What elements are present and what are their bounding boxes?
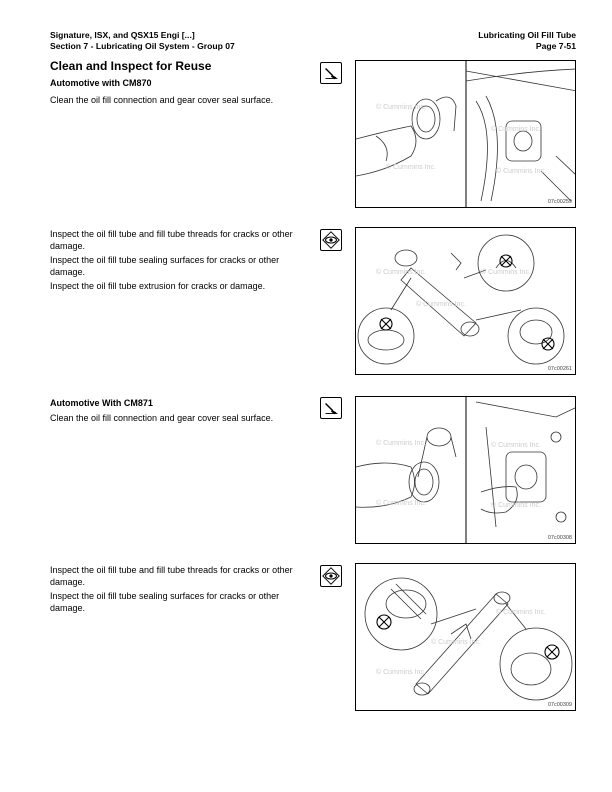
document-title: Signature, ISX, and QSX15 Engi [...]: [50, 30, 195, 40]
watermark: © Cummins Inc.: [491, 442, 541, 449]
topic-title: Lubricating Oil Fill Tube: [478, 30, 576, 40]
paragraph: Inspect the oil fill tube sealing surfaces for cracks or other damage.: [50, 255, 280, 277]
paragraph: Inspect the oil fill tube and fill tube threads for cracks or other damage.: [50, 565, 293, 587]
page-number: Page 7-51: [535, 41, 576, 51]
paragraph: Clean the oil fill connection and gear cover seal surface.: [50, 413, 274, 423]
watermark: © Cummins Inc.: [376, 440, 426, 447]
step-text-1: [50, 95, 312, 110]
paragraph: Inspect the oil fill tube sealing surfaces for cracks or other damage.: [50, 591, 280, 613]
section-title: Section 7 - Lubricating Oil System - Group 07: [50, 41, 235, 51]
illustration-clean-cm870: [355, 60, 576, 208]
paragraph: Clean the oil fill connection and gear cover seal surface.: [50, 95, 274, 105]
figure-id: 07c00259: [547, 199, 572, 205]
cleaning-brush-icon: [320, 62, 342, 84]
illustration-inspect-tube-cm871: [355, 563, 576, 711]
watermark: © Cummins Inc.: [386, 164, 436, 171]
illustration-clean-cm871: [355, 396, 576, 544]
watermark: © Cummins Inc.: [376, 500, 426, 507]
inspect-eye-icon: [320, 229, 342, 251]
inspect-eye-icon: [320, 565, 342, 587]
step-text-2: [50, 229, 312, 296]
watermark: © Cummins Inc.: [491, 126, 541, 133]
watermark: © Cummins Inc.: [496, 168, 546, 175]
paragraph: Inspect the oil fill tube extrusion for cracks or damage.: [50, 281, 266, 291]
watermark: © Cummins Inc.: [376, 104, 426, 111]
watermark: © Cummins Inc.: [491, 502, 541, 509]
cleaning-brush-icon: [320, 397, 342, 419]
step-text-4: [50, 565, 312, 617]
step-text-3: [50, 413, 312, 428]
page-header-left: [50, 30, 235, 52]
paragraph: Inspect the oil fill tube and fill tube threads for cracks or other damage.: [50, 229, 293, 251]
watermark: © Cummins Inc.: [416, 301, 466, 308]
figure-id: 07c00261: [547, 366, 572, 372]
watermark: © Cummins Inc.: [376, 269, 426, 276]
illustration-inspect-tube-cm870: [355, 227, 576, 375]
figure-id: 07c00308: [547, 535, 572, 541]
subheading-cm870: Automotive with CM870: [50, 78, 152, 88]
page-header-right: [478, 30, 576, 52]
watermark: © Cummins Inc.: [496, 609, 546, 616]
figure-id: 07c00309: [547, 702, 572, 708]
subheading-cm871: Automotive With CM871: [50, 398, 153, 408]
watermark: © Cummins Inc.: [376, 669, 426, 676]
procedure-heading: Clean and Inspect for Reuse: [50, 59, 212, 73]
watermark: © Cummins Inc.: [481, 269, 531, 276]
watermark: © Cummins Inc.: [431, 639, 481, 646]
